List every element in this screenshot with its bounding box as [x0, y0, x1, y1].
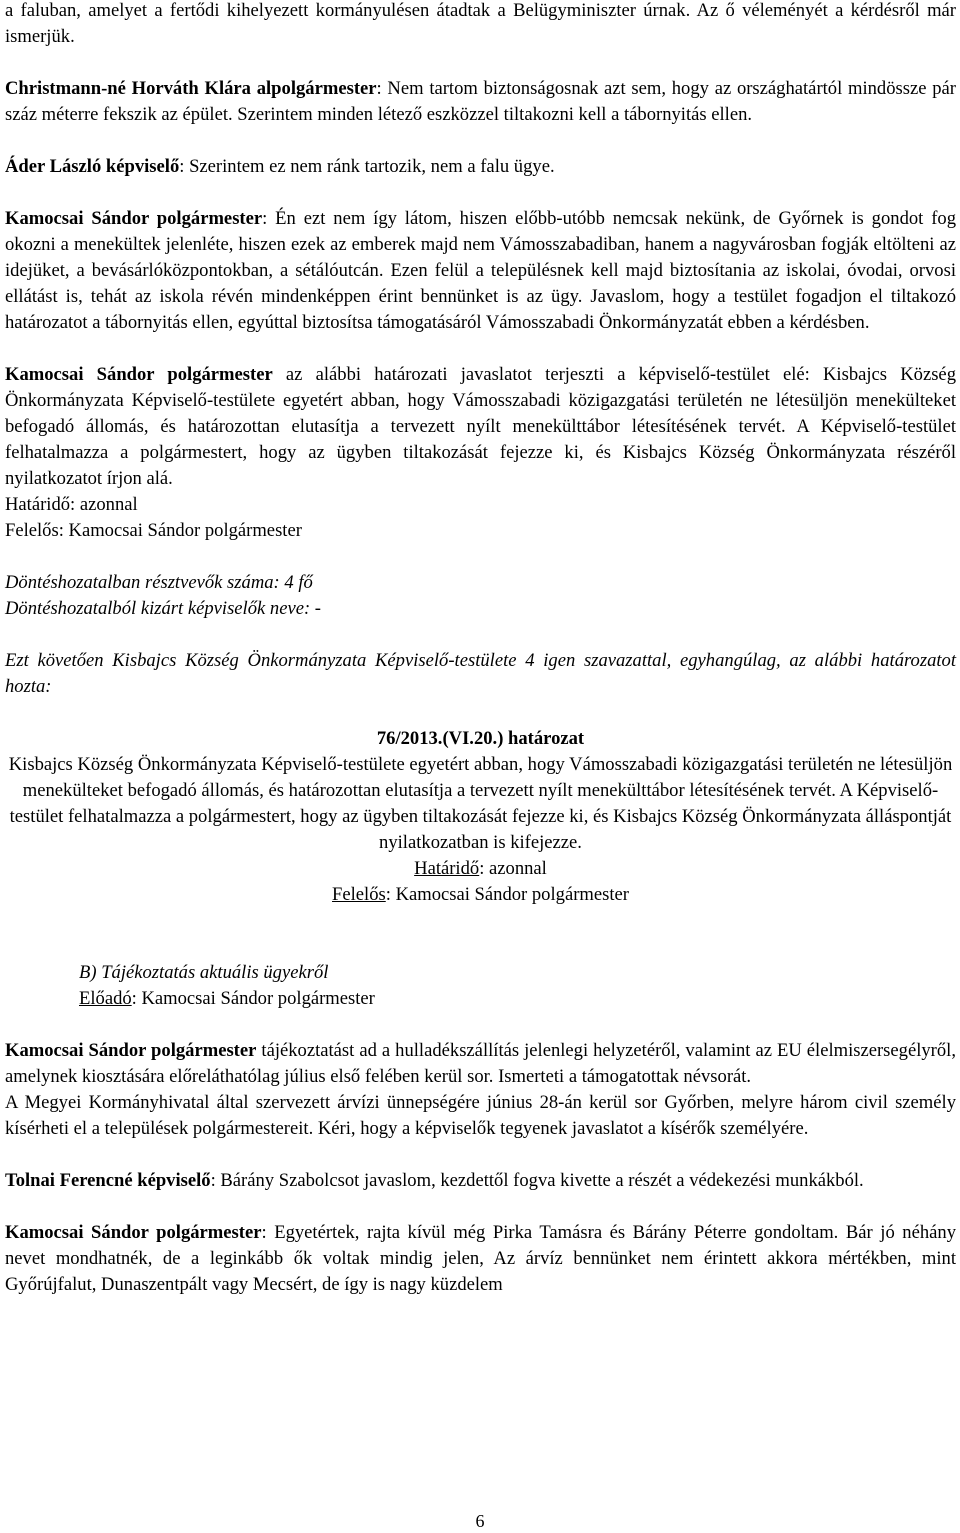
paragraph-ader: [5, 154, 956, 180]
speaker-name: Christmann-né Horváth Klára alpolgármester: [5, 78, 377, 99]
speech-text: : Én ezt nem így látom, hiszen előbb-utóbb nemcsak nekünk, de Győrnek is gondot fog okozni a menekültek jelenléte, hiszen ezek az emberek majd nem Vámosszabadiban, hanem a nagyvárosban fogják eltölteni az idejüket, a bevásárlóközpontokban, a sétálóutcán. Ezen felül a településnek kell majd biztosítania az iskolai, óvodai, orvosi ellátást is, tehát az iskola révén mindenképpen érint bennünket is az ügy. Javaslom, hogy a testület fogadjon el tiltakozó határozatot a tábornyitás ellen, egyúttal biztosítsa támogatásáról Vámosszabadi Önkormányzatát ebben a kérdésben.: [5, 208, 956, 333]
proposal-text: az alábbi határozati javaslatot terjeszti a képviselő-testület elé: Kisbajcs Község Önkormányzata Képviselő-testülete egyetért abban, hogy Vámosszabadi közigazgatási területén ne létesüljön menekülteket befogadó állomás, és határozottan elutasítja a tervezett nyílt menekülttábor létesítésének tervét. A Képviselő-testület felhatalmazza a polgármestert, hogy az ügyben tiltakozását fejezze ki, és Kisbajcs Község Önkormányzata részéről nyilatkozatot írjon alá.: [5, 364, 956, 489]
speaker-name: Kamocsai Sándor polgármester: [5, 364, 273, 385]
document-page: [5, 0, 956, 1298]
speech-text: : Egyetértek, rajta kívül még Pirka Tamásra és Bárány Péterre gondoltam. Bár jó néhány nevet mondhatnék, de a leginkább ők voltak mindig jelen, Az árvíz bennünket nem érintett akkora mértékben, mint Győrújfalut, Dunaszentpált vagy Mecsért, de így is nagy küzdelem: [5, 1222, 956, 1295]
paragraph-intro: a faluban, amelyet a fertődi kihelyezett kormányulésen átadtak a Belügyminiszter úrnak. Az ő véleményét a kérdésről már ismerjük.: [5, 0, 956, 47]
vote-statement: Ezt követően Kisbajcs Község Önkormányzata Képviselő-testülete 4 igen szavazattal, egyhangúlag, az alábbi határozatot hozta:: [5, 650, 956, 697]
speech-text: tájékoztatást ad a hulladékszállítás jelenlegi helyzetéről, valamint az EU élelmiszersegélyről, amelynek kiosztására előreláthatólag július első felében kerül sor. Ismerteti a támogatottak névsorát.: [5, 1040, 956, 1087]
paragraph-proposal: [5, 362, 956, 492]
speaker-name: Áder László képviselő: [5, 156, 180, 177]
proposal-responsible: Felelős: Kamocsai Sándor polgármester: [5, 520, 302, 541]
resolution-text: Kisbajcs Község Önkormányzata Képviselő-testülete egyetért abban, hogy Vámosszabadi közigazgatási területén ne létesüljön menekülteket befogadó állomás, és határozottan elutasítja a tervezett nyílt menekülttábor létesítésének tervét. A Képviselő-testület felhatalmazza a polgármestert, hogy az ügyben tiltakozását fejezze ki, és Kisbajcs Község Önkormányzata álláspontját nyilatkozatban is kifejezze.: [8, 754, 953, 853]
speech-text: : Nem tartom biztonságosnak azt sem, hogy az országhatártól mindössze pár száz méterre fekszik az épület. Szerintem minden létező eszközzel tiltakozni kell a tábornyitás ellen.: [5, 78, 956, 125]
paragraph-kamocsai-2: [5, 1220, 956, 1298]
resolution-title: 76/2013.(VI.20.) határozat: [376, 728, 585, 749]
section-b-heading: B) Tájékoztatás aktuális ügyekről: [79, 962, 329, 983]
presenter-line: Előadó: Kamocsai Sándor polgármester: [79, 988, 375, 1009]
proposal-deadline: Határidő: azonnal: [5, 494, 138, 515]
resolution-responsible: Felelős: Kamocsai Sándor polgármester: [332, 884, 629, 905]
speaker-name: Kamocsai Sándor polgármester: [5, 1222, 262, 1243]
paragraph-kamocsai-info: [5, 1038, 956, 1090]
paragraph-flood-ceremony: A Megyei Kormányhivatal által szervezett árvízi ünnepségére június 28-án kerül sor Győrben, melyre három civil személy kísérheti el a települések polgármestereit. Kéri, hogy a képviselők tegyenek javaslatot a kísérők személyére.: [5, 1092, 956, 1139]
participants-count: Döntéshozatalban résztvevők száma: 4 fő: [5, 572, 313, 593]
speaker-name: Kamocsai Sándor polgármester: [5, 208, 263, 229]
resolution-deadline: Határidő: azonnal: [414, 858, 547, 879]
paragraph-tolnai: [5, 1168, 956, 1194]
speaker-name: Tolnai Ferencné képviselő: [5, 1170, 211, 1191]
speech-text: : Szerintem ez nem ránk tartozik, nem a falu ügye.: [179, 156, 555, 177]
paragraph-christmann: [5, 76, 956, 128]
paragraph-kamocsai-1: [5, 206, 956, 336]
excluded-members: Döntéshozatalból kizárt képviselők neve: -: [5, 598, 322, 619]
speaker-name: Kamocsai Sándor polgármester: [5, 1040, 257, 1061]
speech-text: : Bárány Szabolcsot javaslom, kezdettől fogva kivette a részét a védekezési munkákból.: [210, 1170, 864, 1191]
page-number: 6: [475, 1511, 485, 1531]
